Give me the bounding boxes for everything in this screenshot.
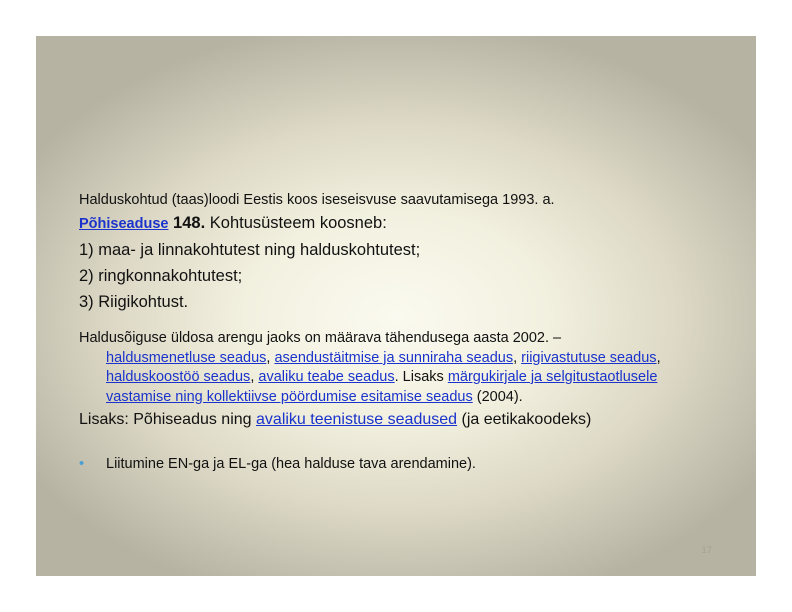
intro-text: Halduskohtud (taas)loodi Eestis koos iseseisvuse saavutamisega 1993. a. [79,192,555,208]
addition-lead: Lisaks: Põhiseadus ning [79,411,252,428]
separator: , [266,349,271,366]
development-lead: Haldusõiguse üldosa arengu jaoks on määrava tähendusega aasta 2002. – [79,330,562,346]
development-mid: . Lisaks [394,369,444,385]
addition-line [79,408,719,432]
article-number: 148. [173,214,206,232]
law-link-substitutional-performance[interactable]: asendustäitmise ja sunniraha seadus [274,349,514,366]
court-list-item-3: 3) Riigikohtust. [79,293,189,311]
law-link-administrative-cooperation[interactable]: halduskoostöö seadus [106,369,251,385]
law-link-public-information[interactable]: avaliku teabe seadus [258,369,395,385]
separator: , [656,349,661,366]
law-link-civil-service[interactable]: avaliku teenistuse seadused [256,411,458,428]
law-link-state-liability[interactable]: riigivastutuse seadus [521,349,657,366]
addition-tail: (ja eetikakoodeks) [461,411,592,428]
bullet-icon: • [79,456,85,472]
bullet-item [79,454,719,474]
slide-number: 17 [701,545,712,556]
bullet-text: Liitumine EN-ga ja EL-ga (hea halduse tava arendamine). [106,456,476,472]
court-list-item-2: 2) ringkonnakohtutest; [79,267,243,285]
constitution-line [79,210,719,237]
development-laws [79,349,719,408]
separator: , [250,369,255,385]
law-link-memoranda-requests[interactable]: märgukirjale ja selgitustaotlusele vastamise ning kollektiivse pöördumise esitamise seadus [106,369,658,405]
development-paragraph [79,329,719,407]
separator: , [513,349,518,366]
court-system-text: Kohtusüsteem koosneb: [209,214,387,232]
court-list-item-1: 1) maa- ja linnakohtutest ning halduskohtutest; [79,241,421,259]
slide-content [79,190,719,474]
slide [36,36,756,576]
constitution-link[interactable]: Põhiseaduse [79,216,169,232]
law-link-administrative-procedure[interactable]: haldusmenetluse seadus [106,349,267,366]
development-tail: (2004). [476,388,523,405]
